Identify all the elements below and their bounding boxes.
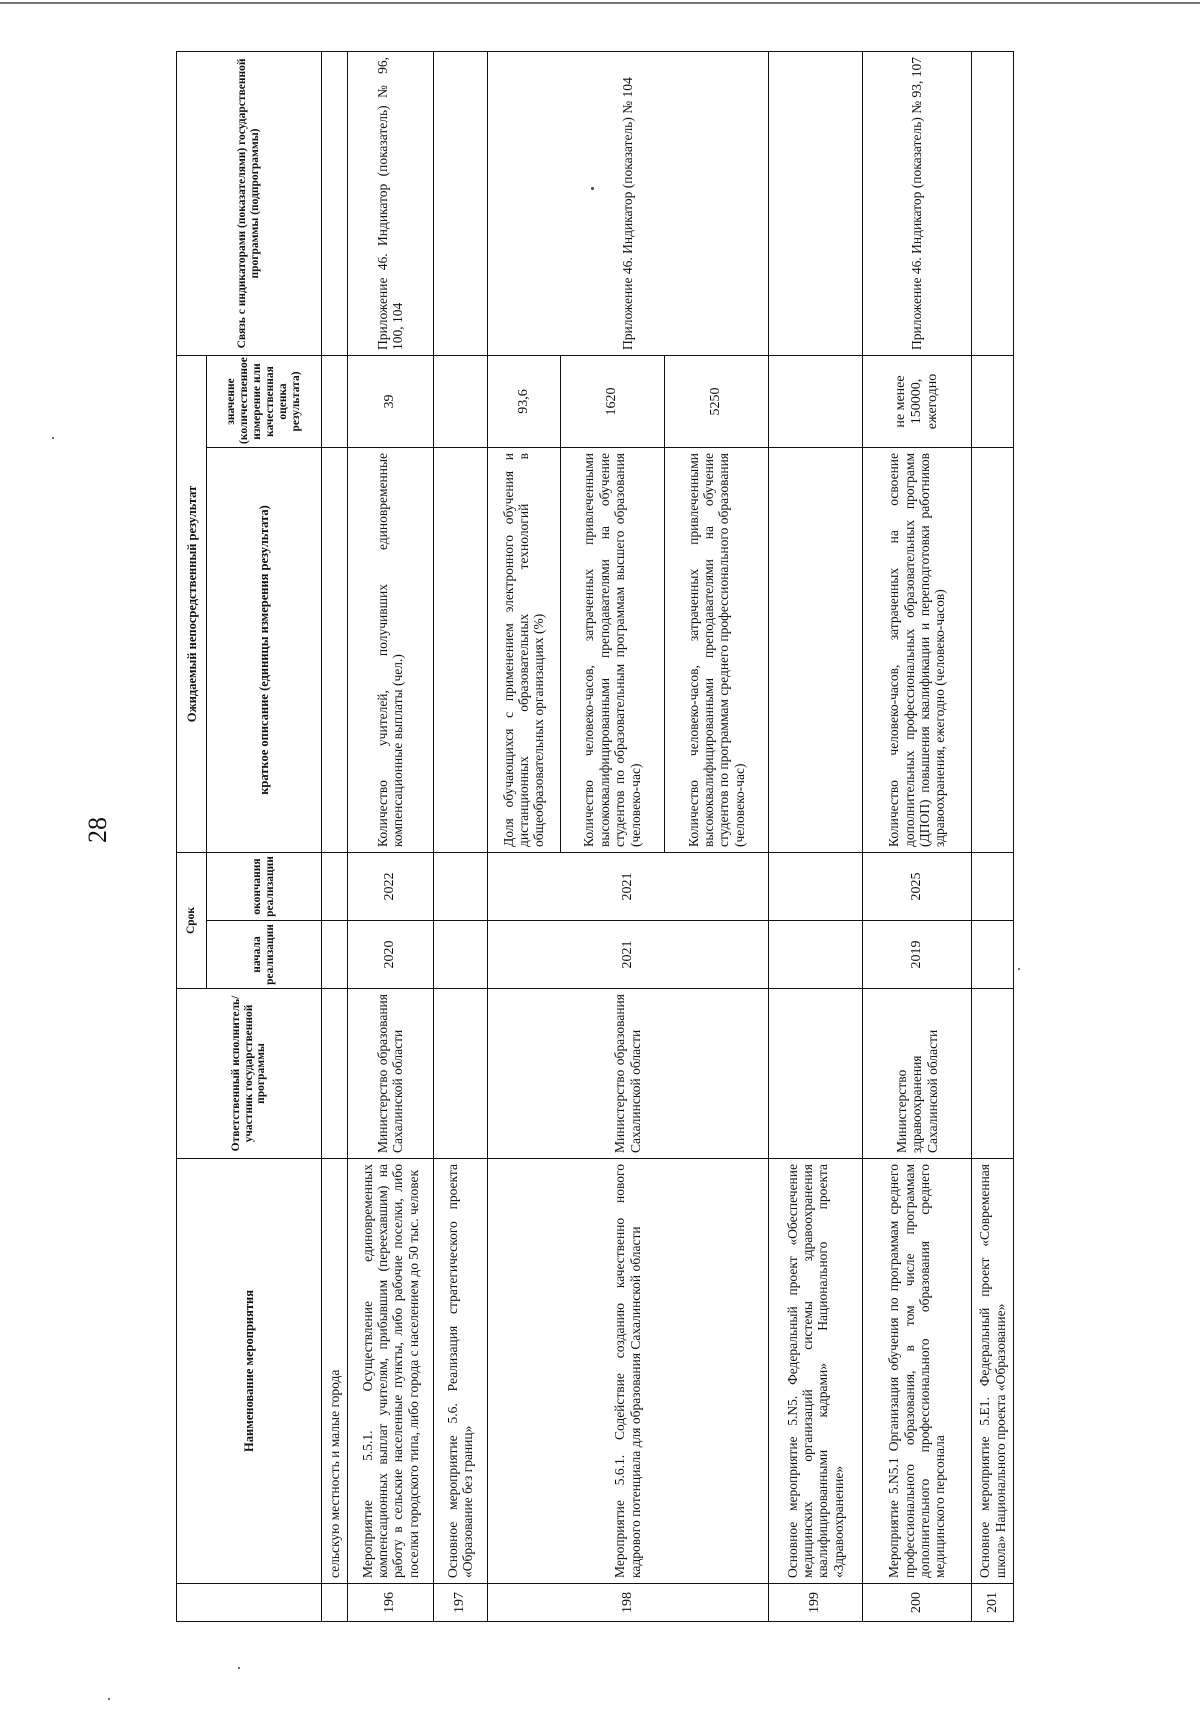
header-number <box>177 1584 322 1622</box>
cell-responsible: Министерство образования Сахалинской области <box>487 989 768 1159</box>
scan-speck <box>108 1698 110 1700</box>
cell-value-2: 1620 <box>560 355 664 447</box>
cell-value: 39 <box>348 355 433 447</box>
cell-name: Мероприятие 5.N5.1 Организация обучения по программам среднего профессионального образования, в том числе программам дополнительного профессионального образования среднего медицинского персонала <box>862 1159 971 1584</box>
cell-name: Мероприятие 5.5.1. Осуществление единовременных компенсационных выплат учителям, прибывшим (переехавшим) на работу в сельские населенные пункты, либо рабочие поселки, либо поселки городского типа, либо города с населением до 50 тыс. человек <box>348 1159 433 1584</box>
cell-link: Приложение 46. Индикатор (показатель) № 96, 100, 104 <box>348 51 433 355</box>
table-row-201 <box>972 51 1014 1621</box>
cell-number: 196 <box>348 1584 433 1622</box>
cell-end: 2021 <box>487 852 768 920</box>
scan-speck <box>238 1667 240 1669</box>
header-link: Связь с индикаторами (показателями) государственной программы (подпрограммы) <box>177 51 322 355</box>
cell-start: 2021 <box>487 921 768 989</box>
scan-speck <box>52 437 54 439</box>
header-value: значение (количественное измерение или качественная оценка результата) <box>207 355 322 447</box>
header-term: Срок <box>177 852 207 988</box>
cell-name: Мероприятие 5.6.1. Содействие созданию качественно нового кадрового потенциала для образования Сахалинской области <box>487 1159 768 1584</box>
scan-edge-line <box>0 2 1200 4</box>
header-start: начала реализации <box>207 921 322 989</box>
cell-responsible: Министерство образования Сахалинской области <box>348 989 433 1159</box>
cell-name: сельскую местность и малые города <box>322 1159 348 1584</box>
table-row-197 <box>433 51 487 1621</box>
table-row-196 <box>348 51 433 1621</box>
cell-number <box>322 1584 348 1622</box>
cell-link: Приложение 46. Индикатор (показатель) № 93, 107 <box>862 51 971 355</box>
cell-desc-1: Доля обучающихся с применением электронного обучения и дистанционных образовательных технологий в общеобразовательных организациях (%) <box>487 447 560 852</box>
header-desc: краткое описание (единицы измерения результата) <box>207 447 322 852</box>
cell-number: 199 <box>769 1584 863 1622</box>
table-row-198-a <box>487 51 560 1621</box>
rotated-table-wrapper <box>176 52 1014 1622</box>
table-row-200 <box>862 51 971 1621</box>
page-number: 28 <box>83 817 112 843</box>
cell-number: 200 <box>862 1584 971 1622</box>
header-result: Ожидаемый непосредственный результат <box>177 355 207 852</box>
cell-end: 2025 <box>862 852 971 920</box>
table-row-continuation <box>322 51 348 1621</box>
cell-desc-2: Количество человеко-часов, затраченных привлеченными высококвалифицированными преподавателями на обучение студентов по образовательным программам высшего образования (человеко-час) <box>560 447 664 852</box>
cell-number: 197 <box>433 1584 487 1622</box>
program-measures-table <box>176 51 1014 1622</box>
cell-value-1: 93,6 <box>487 355 560 447</box>
table-row-199 <box>769 51 863 1621</box>
cell-name: Основное мероприятие 5.E1. Федеральный проект «Современная школа» Национального проекта «Образование» <box>972 1159 1014 1584</box>
cell-name: Основное мероприятие 5.N5. Федеральный проект «Обеспечение медицинских организаций системы здравоохранения квалифицированными кадрами» Национального проекта «Здравоохранение» <box>769 1159 863 1584</box>
header-end: окончания реализации <box>207 852 322 920</box>
cell-value: не менее 150000, ежегодно <box>862 355 971 447</box>
header-responsible: Ответственный исполнитель/участник государственной программы <box>177 989 322 1159</box>
cell-end: 2022 <box>348 852 433 920</box>
cell-link: Приложение 46. Индикатор (показатель) № 104 <box>487 51 768 355</box>
cell-desc-3: Количество человеко-часов, затраченных привлеченными высококвалифицированными преподавателями на обучение студентов по программам среднего профессионального образования (человеко-час) <box>664 447 768 852</box>
cell-number: 201 <box>972 1584 1014 1622</box>
cell-desc: Количество человеко-часов, затраченных на освоение дополнительных профессиональных образовательных программ (ДПОП) повышения квалификации и переподготовки работников здравоохранения, ежегодно (человеко-часов) <box>862 447 971 852</box>
scan-speck <box>1018 968 1020 970</box>
cell-value-3: 5250 <box>664 355 768 447</box>
cell-number: 198 <box>487 1584 768 1622</box>
scan-speck <box>591 187 594 190</box>
cell-name: Основное мероприятие 5.6. Реализация стратегического проекта «Образование без границ» <box>433 1159 487 1584</box>
cell-desc: Количество учителей, получивших единовременные компенсационные выплаты (чел.) <box>348 447 433 852</box>
cell-start: 2020 <box>348 921 433 989</box>
cell-responsible: Министерство здравоохранения Сахалинской области <box>862 989 971 1159</box>
header-name: Наименование мероприятия <box>177 1159 322 1584</box>
cell-start: 2019 <box>862 921 971 989</box>
